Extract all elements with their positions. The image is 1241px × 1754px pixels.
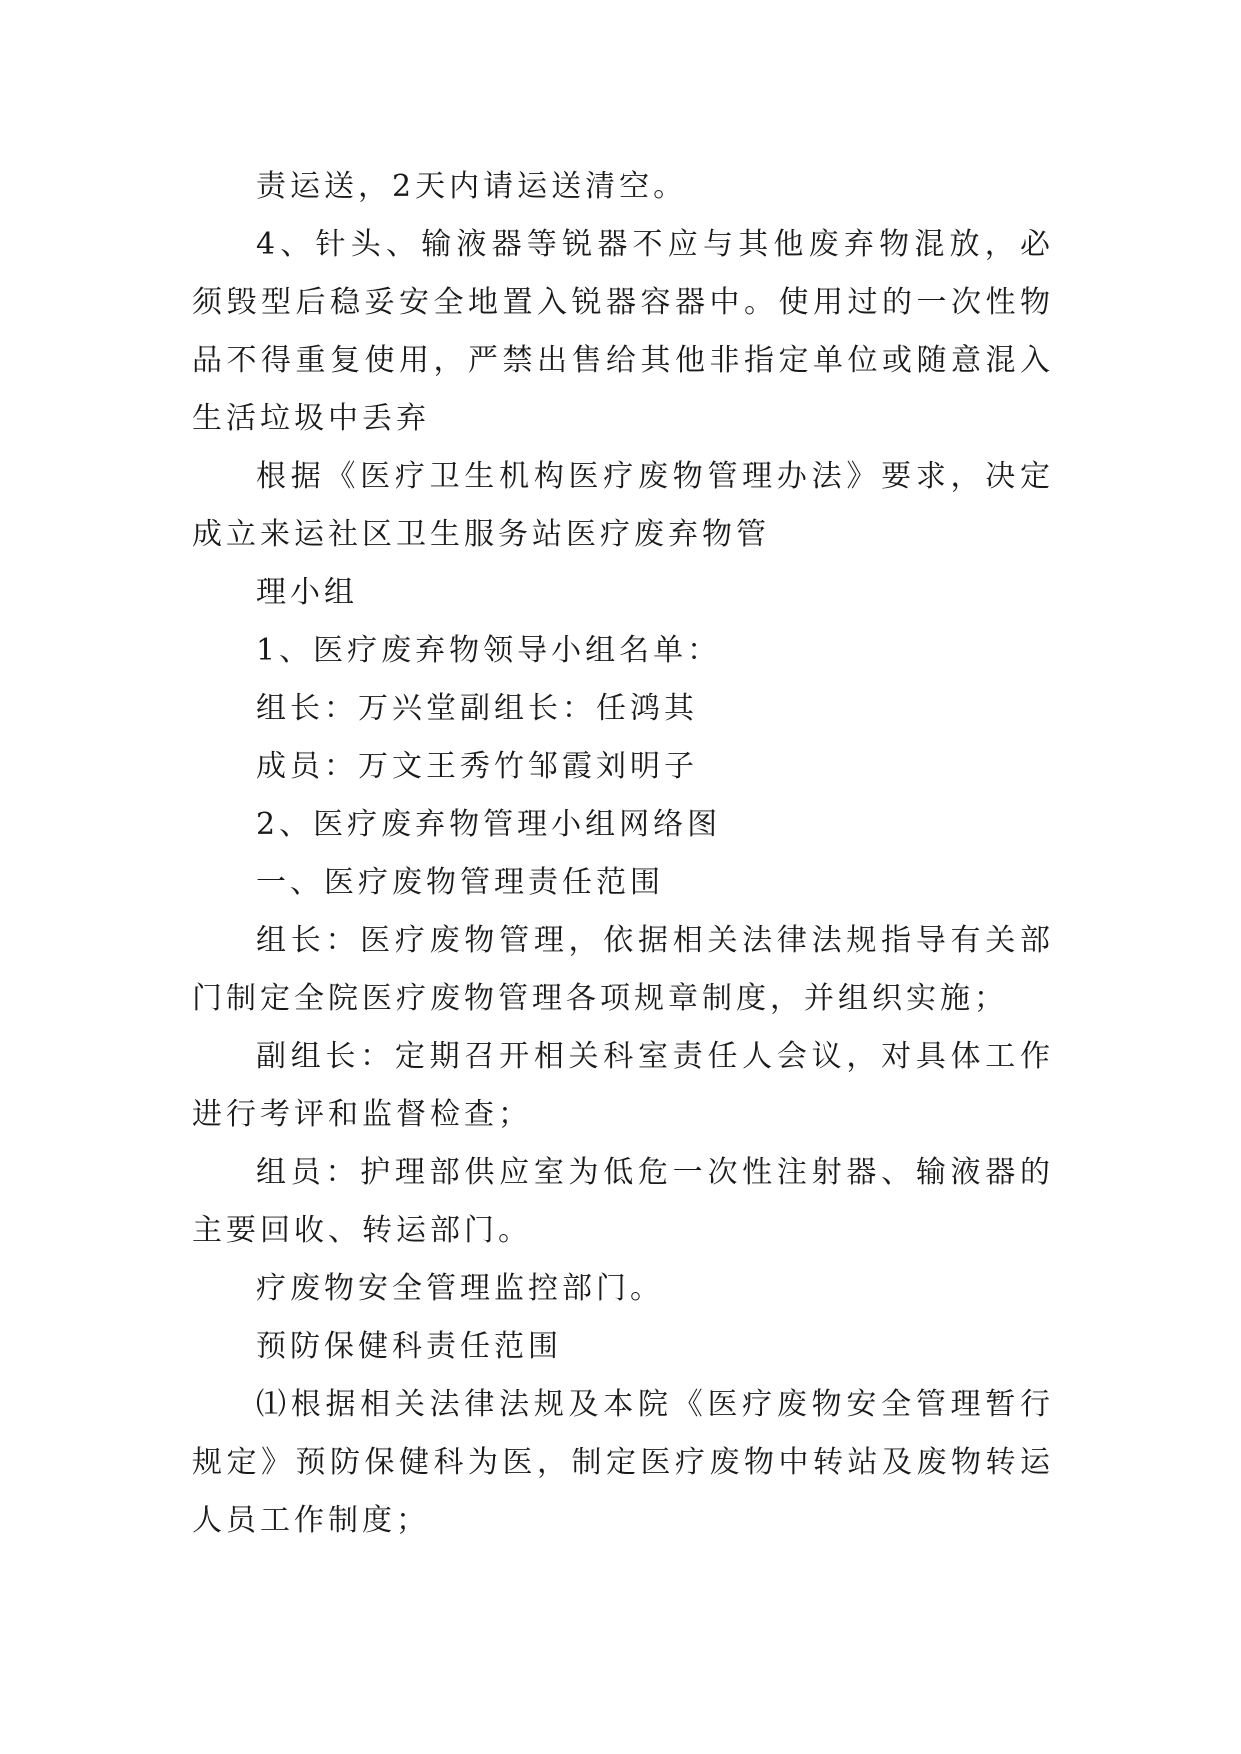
paragraph-deputy-duties: 副组长：定期召开相关科室责任人会议，对具体工作进行考评和监督检查； xyxy=(192,1039,1054,1132)
paragraph-members: 成员：万文王秀竹邹霞刘明子 xyxy=(256,749,698,784)
paragraph-member-duties: 组员：护理部供应室为低危一次性注射器、输液器的主要回收、转运部门。 xyxy=(192,1155,1054,1248)
paragraph-sharps-disposal: 4、针头、输液器等锐器不应与其他废弃物混放，必须毁型后稳妥安全地置入锐器容器中。使用过的一次性物品不得重复使用，严禁出售给其他非指定单位或随意混入生活垃圾中丢弃 xyxy=(192,227,1054,436)
paragraph-network-diagram: 2、医疗废弃物管理小组网络图 xyxy=(256,807,722,842)
paragraph-monitoring-dept: 疗废物安全管理监控部门。 xyxy=(256,1271,664,1306)
paragraph-group-establishment: 根据《医疗卫生机构医疗废物管理办法》要求，决定成立来运社区卫生服务站医疗废弃物管 xyxy=(192,459,1054,552)
document-body xyxy=(192,158,1054,1550)
section-heading-responsibility-scope: 一、医疗废物管理责任范围 xyxy=(256,865,664,900)
paragraph-leaders: 组长：万兴堂副组长：任鸿其 xyxy=(256,691,698,726)
paragraph-leadership-list-heading: 1、医疗废弃物领导小组名单： xyxy=(256,633,722,668)
paragraph-leader-duties: 组长：医疗废物管理，依据相关法律法规指导有关部门制定全院医疗废物管理各项规章制度，并组织实施； xyxy=(192,923,1054,1016)
paragraph-transport-note: 责运送，2天内请运送清空。 xyxy=(256,169,688,204)
paragraph-prevention-item-1: ⑴根据相关法律法规及本院《医疗废物安全管理暂行规定》预防保健科为医，制定医疗废物中转站及废物转运人员工作制度； xyxy=(192,1387,1054,1538)
paragraph-prevention-scope-heading: 预防保健科责任范围 xyxy=(256,1329,562,1364)
paragraph-group-title: 理小组 xyxy=(256,575,358,610)
